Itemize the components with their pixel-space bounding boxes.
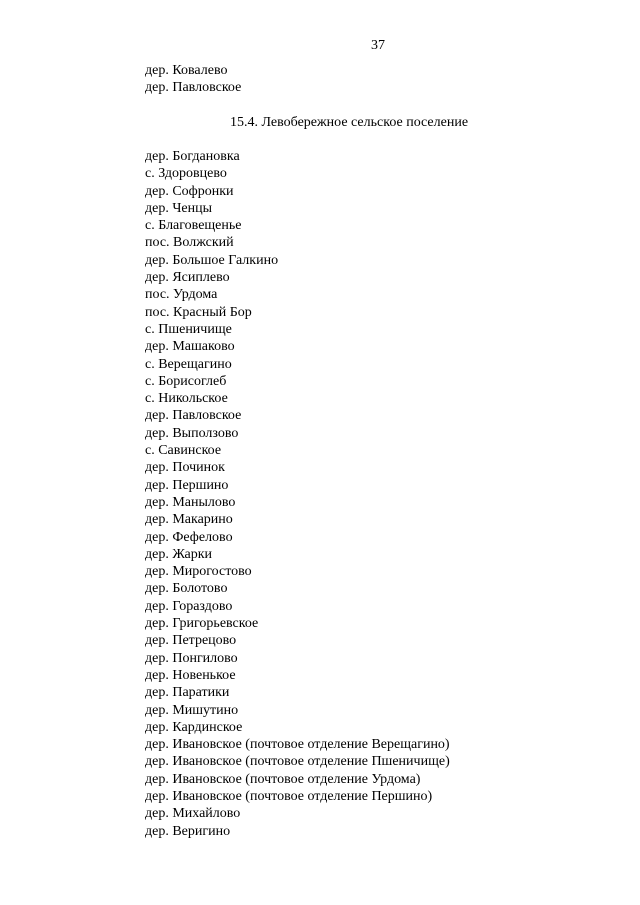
- list-item: пос. Красный Бор: [145, 304, 252, 320]
- list-item: с. Благовещенье: [145, 218, 242, 234]
- continued-settlement-list: [145, 62, 241, 97]
- list-item: дер. Петрецово: [145, 633, 237, 649]
- list-item: дер. Гораздово: [145, 598, 233, 614]
- list-item: дер. Машаково: [145, 339, 235, 355]
- list-item: дер. Жарки: [145, 546, 213, 562]
- list-item: дер. Фефелово: [145, 529, 233, 545]
- settlement-list: [145, 148, 450, 840]
- list-item: дер. Першино: [145, 477, 229, 493]
- list-item: дер. Большое Галкино: [145, 252, 279, 268]
- list-item: дер. Богдановка: [145, 149, 240, 164]
- list-item: дер. Ковалево: [145, 63, 228, 78]
- list-item: дер. Манылово: [145, 494, 236, 510]
- list-item: с. Борисоглеб: [145, 373, 227, 389]
- list-item: дер. Григорьевское: [145, 616, 259, 632]
- list-item: дер. Ивановское (почтовое отделение Верещагино): [145, 737, 450, 753]
- list-item: дер. Софронки: [145, 183, 234, 199]
- list-item: дер. Ивановское (почтовое отделение Пшеничище): [145, 754, 450, 770]
- list-item: дер. Веригино: [145, 823, 231, 839]
- list-item: с. Пшеничище: [145, 321, 232, 337]
- list-item: дер. Ивановское (почтовое отделение Першино): [145, 788, 433, 804]
- list-item: дер. Выползово: [145, 425, 239, 441]
- list-item: пос. Урдома: [145, 287, 218, 303]
- list-item: пос. Волжский: [145, 235, 234, 251]
- list-item: дер. Ясиплево: [145, 270, 230, 286]
- list-item: дер. Понгилово: [145, 650, 238, 666]
- list-item: дер. Кардинское: [145, 719, 243, 735]
- list-item: с. Верещагино: [145, 356, 232, 372]
- list-item: с. Здоровцево: [145, 166, 227, 182]
- list-item: с. Никольское: [145, 391, 228, 407]
- list-item: дер. Починок: [145, 460, 225, 476]
- list-item: дер. Михайлово: [145, 806, 241, 822]
- list-item: дер. Болотово: [145, 581, 228, 597]
- section-heading: 15.4. Левобережное сельское поселение: [230, 115, 469, 130]
- list-item: дер. Ченцы: [145, 200, 213, 216]
- list-item: с. Савинское: [145, 443, 222, 459]
- list-item: дер. Мишутино: [145, 702, 239, 718]
- list-item: дер. Новенькое: [145, 667, 236, 683]
- list-item: дер. Паратики: [145, 685, 230, 701]
- page-number: 37: [371, 38, 385, 53]
- list-item: дер. Ивановское (почтовое отделение Урдома): [145, 771, 421, 787]
- list-item: дер. Павловское: [145, 408, 242, 424]
- list-item: дер. Павловское: [145, 80, 242, 96]
- list-item: дер. Мирогостово: [145, 564, 252, 580]
- list-item: дер. Макарино: [145, 512, 233, 528]
